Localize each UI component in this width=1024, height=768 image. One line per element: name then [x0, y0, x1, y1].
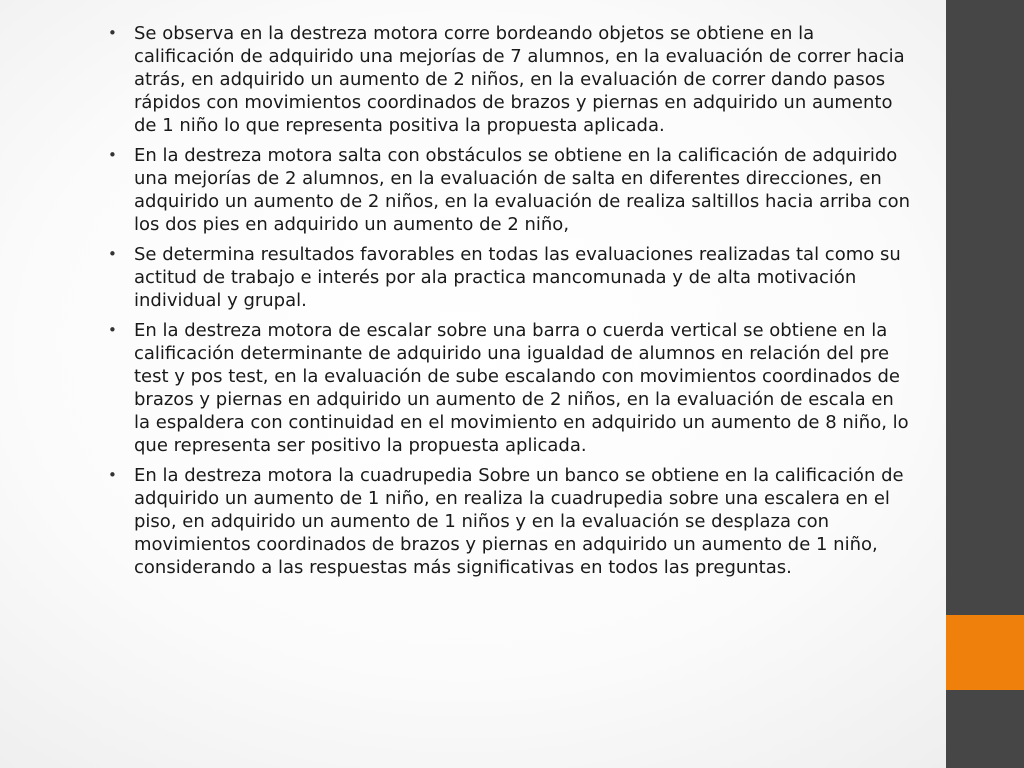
sidebar-bar [946, 0, 1024, 768]
bullet-item [108, 243, 914, 312]
bullet-item [108, 464, 914, 579]
bullet-text: En la destreza motora de escalar sobre una barra o cuerda vertical se obtiene en la calificación determinante de adquirido una igualdad de alumnos en relación del pre test y pos test, en la evaluación de sube escalando con movimientos coordinados de brazos y piernas en adquirido un aumento de 2 niños, en la evaluación de escala en la espaldera con continuidad en el movimiento en adquirido un aumento de 8 niño, lo que representa ser positivo la propuesta aplicada. [134, 320, 909, 456]
bullet-item [108, 319, 914, 457]
bullet-dot-icon: • [108, 321, 117, 339]
bullet-text: En la destreza motora la cuadrupedia Sobre un banco se obtiene en la calificación de adquirido un aumento de 1 niño, en realiza la cuadrupedia sobre una escalera en el piso, en adquirido un aumento de 1 niños y en la evaluación se desplaza con movimientos coordinados de brazos y piernas en adquirido un aumento de 1 niño, considerando a las respuestas más significativas en todos las preguntas. [134, 465, 904, 578]
bullet-list [108, 22, 914, 579]
bullet-item [108, 22, 914, 137]
bullet-dot-icon: • [108, 24, 117, 42]
bullet-text: Se observa en la destreza motora corre bordeando objetos se obtiene en la calificación de adquirido una mejorías de 7 alumnos, en la evaluación de correr hacia atrás, en adquirido un aumento de 2 niños, en la evaluación de correr dando pasos rápidos con movimientos coordinados de brazos y piernas en adquirido un aumento de 1 niño lo que representa positiva la propuesta aplicada. [134, 23, 905, 136]
sidebar-accent-block [946, 615, 1024, 690]
bullet-text: Se determina resultados favorables en todas las evaluaciones realizadas tal como su actitud de trabajo e interés por ala practica mancomunada y de alta motivación individual y grupal. [134, 244, 901, 311]
bullet-dot-icon: • [108, 146, 117, 164]
bullet-dot-icon: • [108, 466, 117, 484]
bullet-text: En la destreza motora salta con obstáculos se obtiene en la calificación de adquirido una mejorías de 2 alumnos, en la evaluación de salta en diferentes direcciones, en adquirido un aumento de 2 niños, en la evaluación de realiza saltillos hacia arriba con los dos pies en adquirido un aumento de 2 niño, [134, 145, 911, 235]
bullet-dot-icon: • [108, 245, 117, 263]
bullet-item [108, 144, 914, 236]
slide-content [108, 22, 914, 586]
